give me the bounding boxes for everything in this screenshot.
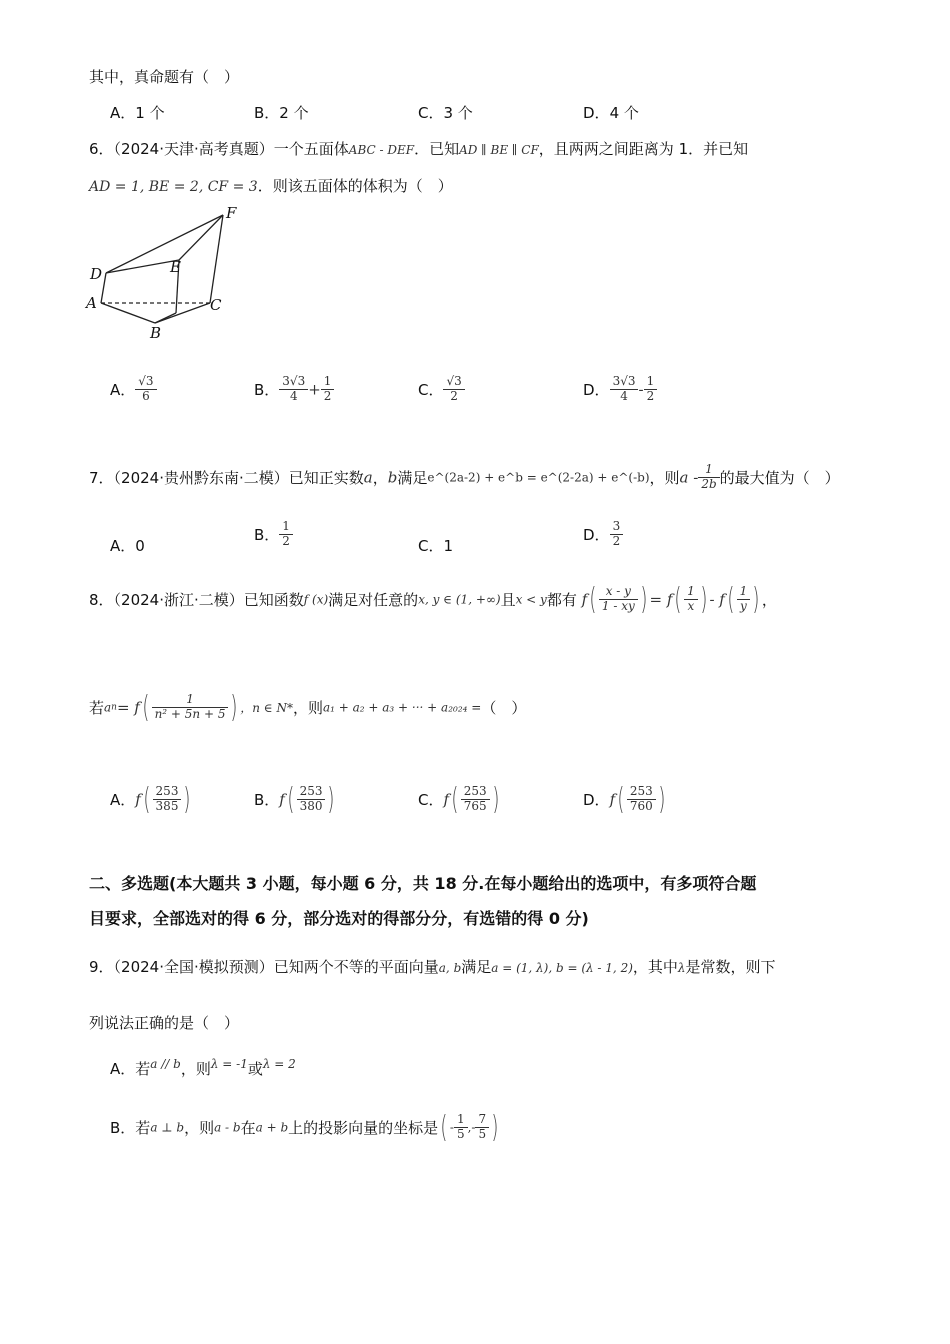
q9-stem-line2: 列说法正确的是（ ） — [89, 1014, 240, 1032]
q5-option-a: A．1 个 — [110, 104, 165, 122]
q8-option-c: C．f( $\frac{253}{765}$ ) — [418, 782, 500, 817]
fig-label-f: F — [226, 204, 237, 222]
q6-pentahedron-figure — [80, 200, 250, 345]
fig-label-e: E — [170, 258, 181, 276]
q9-stem-line1: 9．（2024·全国·模拟预测）已知两个不等的平面向量a, b满足a = (1, λ), b = (λ - 1, 2)，其中λ是常数，则下 — [89, 958, 776, 976]
q5-tail: 其中，真命题有（ ） — [89, 68, 240, 86]
q8-option-b: B．f( $\frac{253}{380}$ ) — [254, 782, 335, 817]
fig-label-a: A — [86, 294, 97, 312]
q6-stem-line2: AD = 1, BE = 2, CF = 3．则该五面体的体积为（ ） — [89, 177, 453, 195]
q5-option-b: B．2 个 — [254, 104, 309, 122]
section2-heading-line2: 目要求，全部选对的得 6 分，部分选对的得部分分，有选错的得 0 分) — [89, 909, 589, 928]
q6-option-c: C． $\frac{√3}{2}$ — [418, 375, 465, 404]
q7-option-c: C．1 — [418, 537, 454, 555]
q7-stem: 7．（2024·贵州黔东南·二模）已知正实数a，b满足e^(2a-2) + e^b = e^(2-2a) + e^(-b)，则a - $\frac{1}{2b}$ 的最大值为（ ） — [89, 462, 840, 491]
q5-option-d: D．4 个 — [583, 104, 639, 122]
q8-stem-line2: 若an= f( $\frac{1}{\text{n² + 5n + 5}}$ ) ，n ∈ N*，则a₁ + a₂ + a₃ + ··· + a₂₀₂₄ =（ ） — [89, 690, 527, 725]
q6-option-b: B． $\frac{3√3}{4}$ + $\frac{1}{2}$ — [254, 375, 334, 404]
q6-option-a: A． $\frac{√3}{6}$ — [110, 375, 157, 404]
section2-heading-line1: 二、多选题(本大题共 3 小题，每小题 6 分，共 18 分.在每小题给出的选项中，有多项符合题 — [89, 874, 757, 893]
q7-option-b: B． $\frac{1}{2}$ — [254, 520, 293, 549]
q7-option-a: A．0 — [110, 537, 145, 555]
q5-option-c: C．3 个 — [418, 104, 473, 122]
q6-option-d: D． $\frac{3√3}{4}$ - $\frac{1}{2}$ — [583, 375, 657, 404]
q7-option-d: D． $\frac{3}{2}$ — [583, 520, 623, 549]
q9-option-a: A．若$^{a // b}$，则$^{\lambda = -1}$或$^{\lambda = 2}$ — [110, 1057, 296, 1078]
q6-stem-line1: 6．（2024·天津·高考真题）一个五面体ABC - DEF．已知AD ∥ BE ∥ CF，且两两之间距离为 1．并已知 — [89, 140, 749, 158]
q8-stem-line1: 8．（2024·浙江·二模）已知函数f (x)满足对任意的x, y ∈ (1, +∞)且x < y都有 f( $\frac{x - y}{1 - xy}$ ) = f( $\frac{1}{x}$ ) - f( $\frac{1}{y}$ ) ， — [89, 582, 777, 617]
q8-option-d: D．f( $\frac{253}{760}$ ) — [583, 782, 666, 817]
fig-label-b: B — [150, 324, 162, 342]
q8-option-a: A．f( $\frac{253}{385}$ ) — [110, 782, 191, 817]
fig-label-d: D — [90, 265, 103, 283]
q9-option-b: B．若a ⊥ b，则a - b在a + b上的投影向量的坐标是( - $\frac{1}{5}$ ,- $\frac{7}{5}$ ) — [110, 1110, 499, 1145]
fig-label-c: C — [210, 296, 222, 314]
